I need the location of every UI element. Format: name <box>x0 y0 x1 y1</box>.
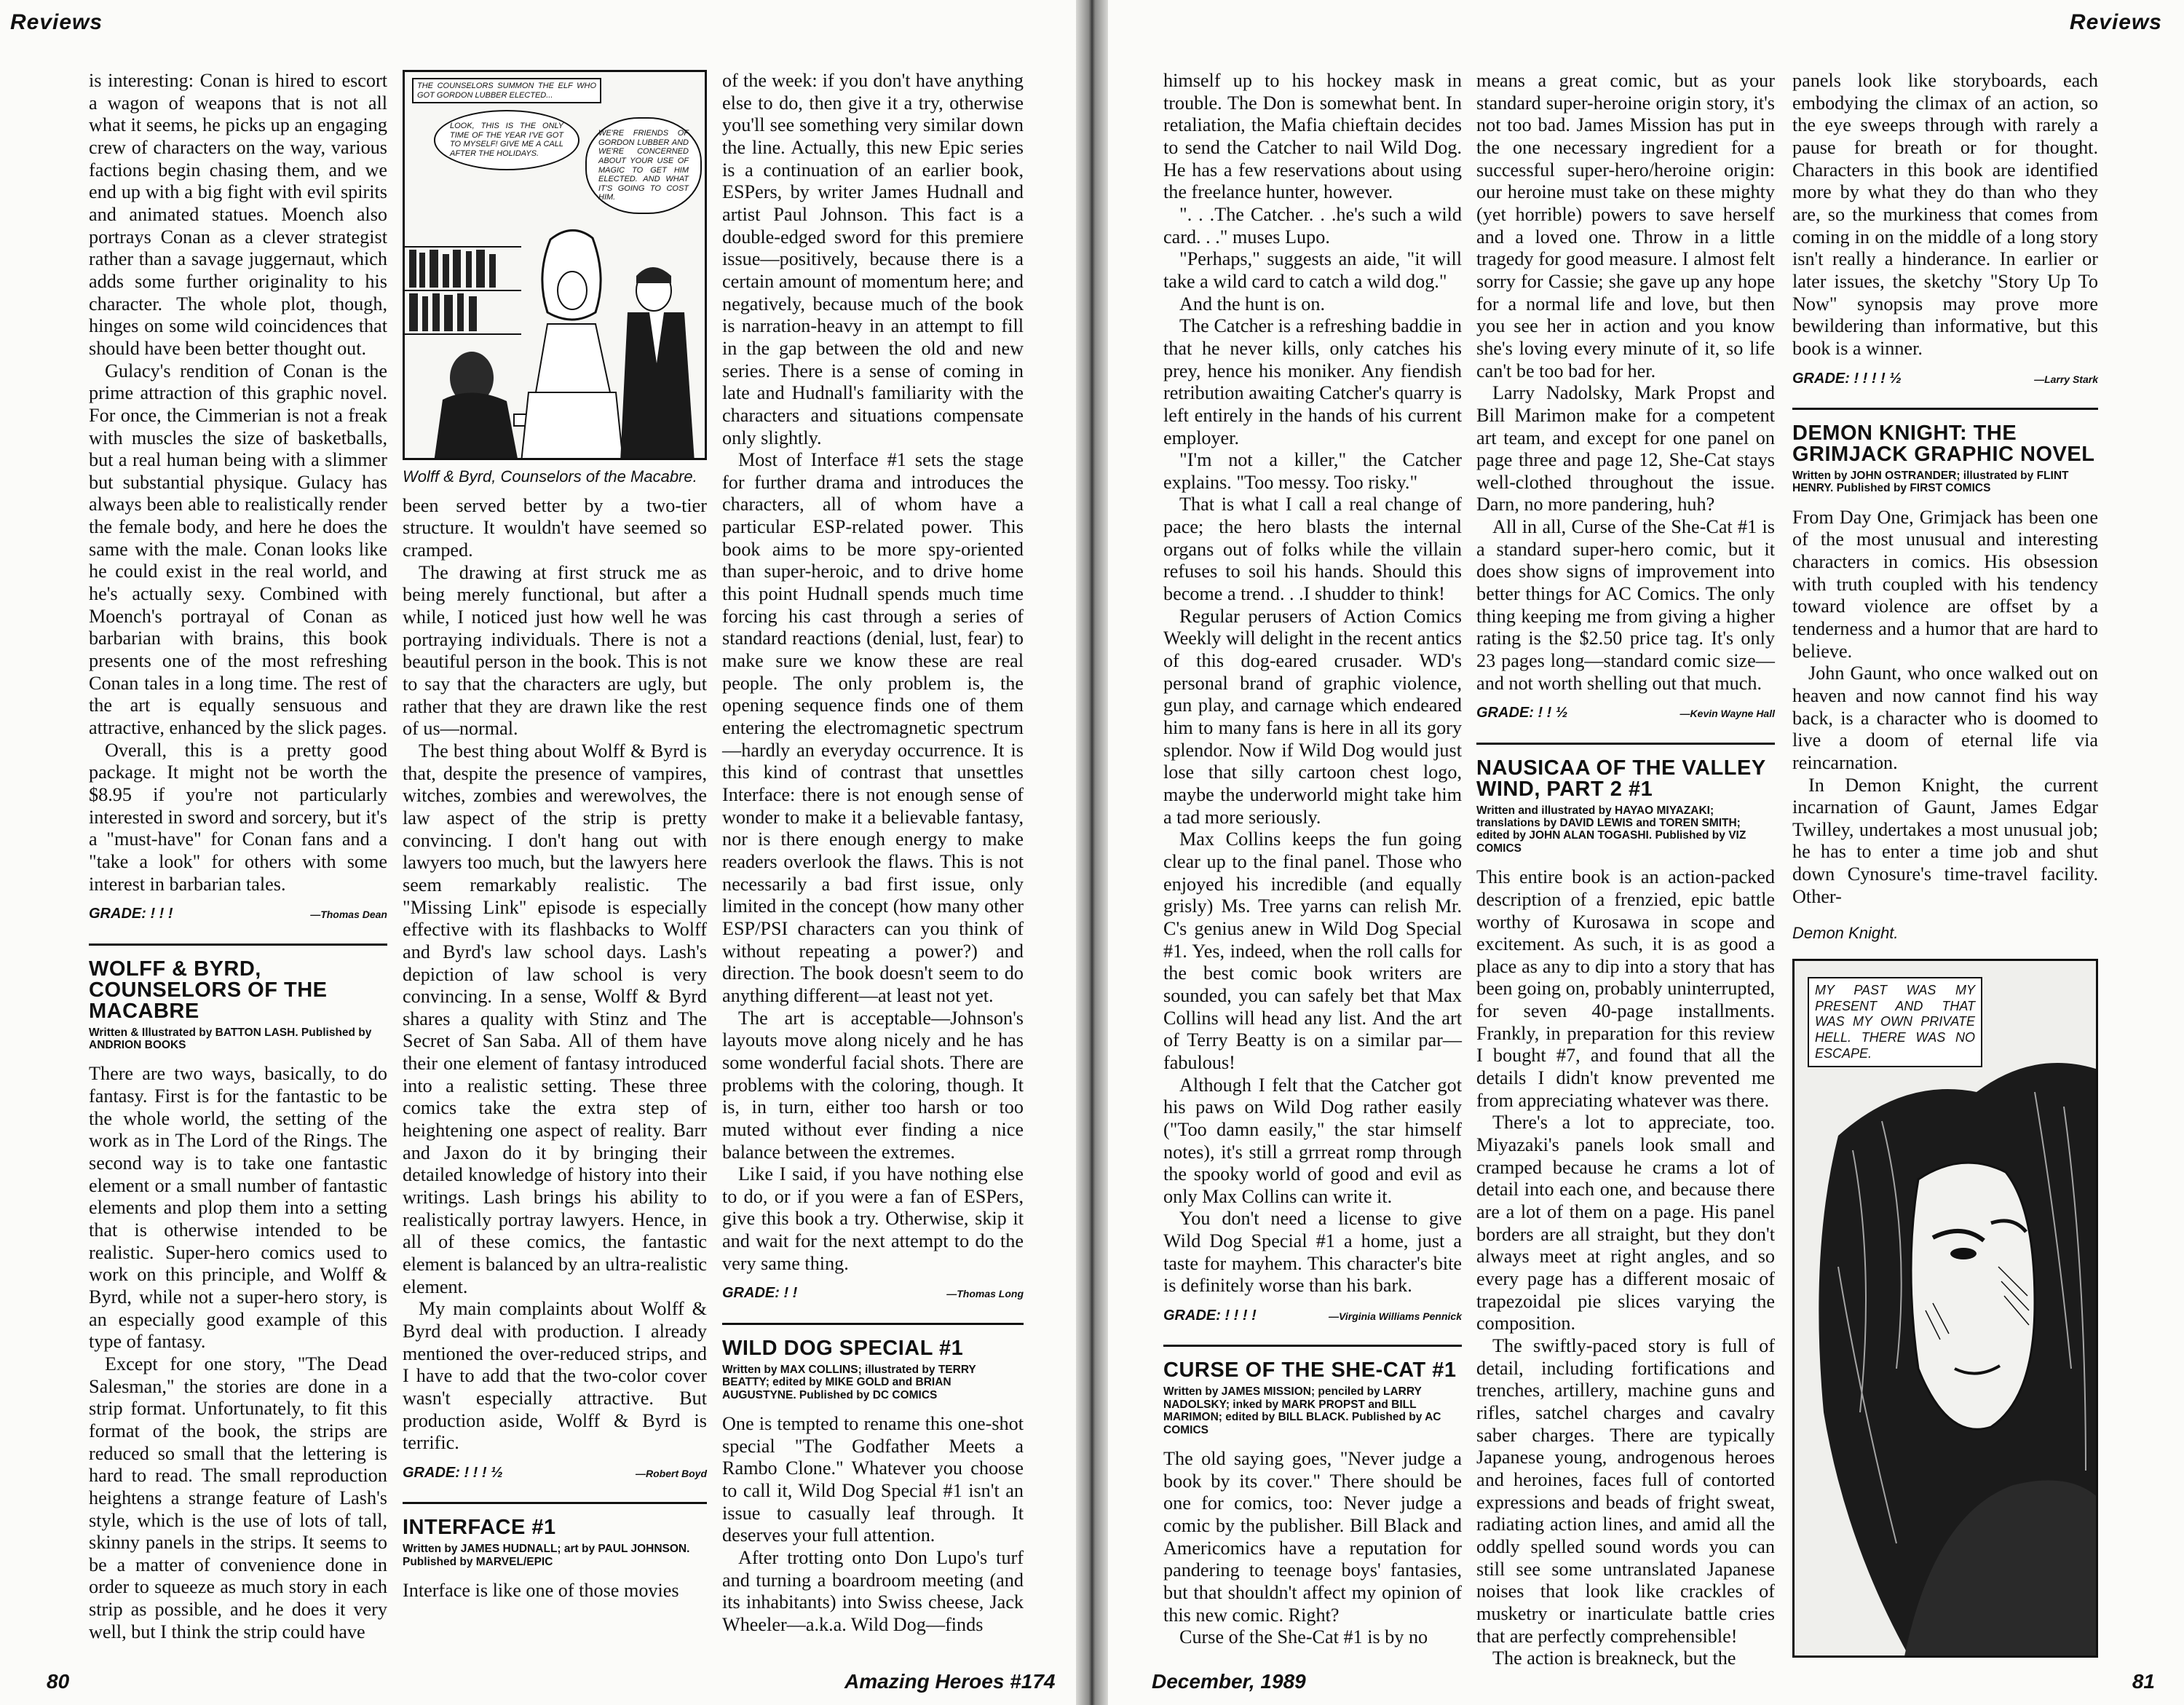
reviewer-name: —Robert Boyd <box>636 1467 707 1479</box>
section-divider <box>403 1502 707 1504</box>
review-credits: Written by JAMES MISSION; penciled by LARRY NADOLSKY; inked by MARK PROPST and BILL MARIMON; edited by BILL BLACK. Published by AC COMICS <box>1163 1385 1441 1436</box>
reviewer-name: —Virginia Williams Pennick <box>1329 1310 1462 1323</box>
section-divider <box>89 944 387 946</box>
issue-footer: Amazing Heroes #174 <box>844 1670 1056 1693</box>
speech-balloon: LOOK, THIS IS THE ONLY TIME OF THE YEAR I'VE GOT TO MYSELF! GIVE ME A CALL AFTER THE HOLIDAYS. <box>434 110 579 170</box>
review-title: INTERFACE #1 <box>403 1516 556 1540</box>
article-paragraph: means a great comic, but as your standard super-heroine origin story, it's not too bad. James Mission has put in the one necessary ingredient for a successful super-hero/heroine origin: our heroine must take on these mighty (yet horrible) powers to save herself and a loved one. Throw in a little tragedy for good measure. I almost felt sorry for Cassie; she gave up any hope for a normal life and love, but then you see her in action and you know she's loving every minute of it, so life can't be too bad for her. <box>1476 70 1775 381</box>
article-paragraph: Like I said, if you have nothing else to do, or if you were a fan of ESPers, give this book a try. Otherwise, skip it and wait for the next attempt to do the very same thing. <box>722 1163 1024 1274</box>
running-head-left: Reviews <box>10 10 103 34</box>
review-title: NAUSICAA OF THE VALLEY WIND, PART 2 #1 <box>1476 756 1766 801</box>
page-number-left: 80 <box>47 1670 70 1693</box>
article-paragraph: been served better by a two-tier structure. It wouldn't have seemed so cramped. <box>403 494 707 561</box>
review-credits: Written by MAX COLLINS; illustrated by TERRY BEATTY; edited by MIKE GOLD and BRIAN AUGUSTYNE. Published by DC COMICS <box>722 1363 976 1401</box>
left-column-1 <box>89 70 387 1643</box>
article-paragraph: John Gaunt, who once walked out on heaven and now cannot find his way back, is a character who is doomed to live a doom of eternal life via reincarnation. <box>1792 662 2098 773</box>
grade-line <box>89 906 387 922</box>
article-paragraph: of the week: if you don't have anything else to do, then give it a try, otherwise you'll see something very similar down the line. Actually, this new Epic series is a continuation of an earlier book, ESPers, by writer James Hudnall and artist Paul Johnson. This fact is a double-edged sword for this premiere issue—positively, because there is a certain amount of momentum here; and negatively, because much of the book is narration-heavy in an attempt to fill in the gap between the old and new series. There is a sense of coming in late and Hudnall's familiarity with the characters and situations compensate only slightly. <box>722 70 1024 448</box>
article-paragraph: The old saying goes, "Never judge a book by its cover." There should be one for comics, too: Never judge a comic by the publisher. Bill Black and Americomics have a reputation for pandering to teenage boys' fantasies, but that shouldn't affect my opinion of this new comic. Right? <box>1163 1447 1462 1626</box>
grade-line <box>1163 1308 1462 1324</box>
page-number-right: 81 <box>2132 1670 2155 1693</box>
article-paragraph: Max Collins keeps the fun going clear up to the final panel. Those who enjoyed his incredible (and equally grisly) Ms. Tree yarns can relish Mr. C's genius anew in Wild Dog Special #1. Yes, indeed, when the roll calls for the best comic book writers are sounded, you can safely bet that Max Collins will head any list. And the art of Terry Beatty is on a similar par—fabulous! <box>1163 828 1462 1073</box>
article-paragraph: And the hunt is on. <box>1179 293 1326 315</box>
article-paragraph: The Catcher is a refreshing baddie in that he never kills, only catches his prey, hence his moniker. Any fiendish retribution awaiting Catcher's quarry is left entirely in the hands of his current employer. <box>1163 315 1462 448</box>
grade-line <box>403 1465 707 1482</box>
standing-woman <box>521 230 623 460</box>
grade-line <box>722 1285 1024 1302</box>
article-paragraph: panels look like storyboards, each embodying the climax of an action, so the eye sweeps through with rarely a pause for breath or for thought. Characters in this book are identified more by what they do than who they are, so the murkiness that comes from coming in on the middle of a long story isn't really a hinderance. In earlier or later issues, the sketchy "Story Up To Now" synopsis may prove more bewildering than informative, but this book is a winner. <box>1792 70 2098 359</box>
review-title: WILD DOG SPECIAL #1 <box>722 1336 964 1360</box>
running-head-right: Reviews <box>2069 10 2162 34</box>
right-column-2 <box>1476 70 1775 1670</box>
left-column-2 <box>403 70 707 1602</box>
left-column-3 <box>722 70 1024 1636</box>
article-paragraph: The swiftly-paced story is full of detail, including fortifications and trenches, artillery, machine guns and rifles, satchel charges and cavalry saber charges. There are typically Japanese young, androgenous heroes and heroines, faces full of contorted expressions and beads of fright sweat, radiating action lines, and amid all the oddly spelled sound words you can still see some untranslated Japanese noises that look like crackles of musketry or inarticulate battle cries that are perfectly comprehensible! <box>1476 1334 1775 1647</box>
review-credits: Written and illustrated by HAYAO MIYAZAKI; translations by DAVID LEWIS and TOREN SMITH; edited by JOHN ALAN TOGASHI. Published by VIZ COMICS <box>1476 804 1746 855</box>
date-footer: December, 1989 <box>1152 1670 1306 1693</box>
illustration-label: Demon Knight. <box>1792 924 1899 943</box>
right-column-1 <box>1163 70 1462 1649</box>
article-paragraph: Curse of the She-Cat #1 is by no <box>1179 1626 1428 1648</box>
article-paragraph: One is tempted to rename this one-shot special "The Godfather Meets a Rambo Clone." Whatever you choose to call it, Wild Dog Special #1 isn't an issue to casually leaf through. It deserves your full attention. <box>722 1412 1024 1546</box>
wolff-byrd-illustration <box>403 70 707 460</box>
left-page <box>0 0 1076 1705</box>
illustration-drawing <box>1795 961 2098 1658</box>
speech-balloon: WE'RE FRIENDS OF GORDON LUBBER AND WE'RE CONCERNED ABOUT YOUR USE OF MAGIC TO GET HIM ELECTED. AND WHAT IT'S GOING TO COST HIM. <box>585 117 702 214</box>
article-paragraph: "Perhaps," suggests an aide, "it will take a wild card to catch a wild dog." <box>1163 248 1462 292</box>
book-gutter <box>1076 0 1108 1705</box>
article-paragraph: There are two ways, basically, to do fantasy. First is for the fantastic to be the whole world, the setting of the work as in The Lord of the Rings. The second way is to take one fantastic element or a small number of fantastic elements and plop them into a setting that is otherwise intended to be realistic. Super-hero comics used to work on this principle, and Wolff & Byrd, while not a super-hero story, is an especially good example of this type of fantasy. <box>89 1063 387 1353</box>
review-grade: GRADE: ! ! <box>722 1285 798 1302</box>
article-paragraph: Except for one story, "The Dead Salesman," the stories are done in a strip format. Unfortunately, to fit this format of the book, the strips are reduced so small that the lettering is hard to read. The small reproduction heightens a strange feature of Lash's style, which is the use of lots of tall, skinny panels in the strips. It seems to be a matter of convenience done in order to squeeze as much story in each strip as possible, and he does it very well, but I think the strip could have <box>89 1353 387 1642</box>
article-paragraph: Gulacy's rendition of Conan is the prime attraction of this graphic novel. For once, the Cimmerian is not a freak with muscles the size of basketballs, but a real human being with a slimmer but substantial physique. Gulacy has always been able to realistically render the female body, and here he does the same with the male. Conan looks like he could exist in the real world, and he's actually sexy. Combined with Moench's portrayal of Conan as barbarian with brains, this book presents one of the most refreshing Conan tales in a long time. The rest of the art is equally sensuous and attractive, enhanced by the slick pages. <box>89 360 387 739</box>
caption-box: THE COUNSELORS SUMMON THE ELF WHO GOT GORDON LUBBER ELECTED... <box>412 78 601 103</box>
review-title: CURSE OF THE SHE-CAT #1 <box>1163 1358 1457 1382</box>
article-paragraph: The best thing about Wolff & Byrd is that, despite the presence of vampires, witches, zombies and werewolves, the law aspect of the strip is pretty convincing. I don't hang out with lawyers too much, but the lawyers here seem remarkably realistic. The "Missing Link" episode is especially effective with its flashbacks to Wolff and Byrd's law school days. Lash's depiction of law school is very convincing. In a sense, Wolff & Byrd shares a quality with Stinz and The Secret of San Saba. All of them have their one element of fantasy introduced into a realistic setting. These three comics take the extra step of heightening one aspect of reality. Barr and Jaxon do it by bringing their detailed knowledge of history into their writings. Lash brings his ability to realistically portray lawyers. Hence, in all of these comics, the fantastic element is balanced by an ultra-realistic element. <box>403 740 707 1297</box>
review-title: WOLFF & BYRD, COUNSELORS OF THE MACABRE <box>89 957 328 1023</box>
reviewer-name: —Kevin Wayne Hall <box>1679 708 1775 720</box>
review-grade: GRADE: ! ! ! ½ <box>403 1464 503 1481</box>
section-divider <box>1476 743 1775 745</box>
caption-box: MY PAST WAS MY PRESENT AND THAT WAS MY OWN PRIVATE HELL. THERE WAS NO ESCAPE. <box>1808 977 1982 1067</box>
article-paragraph: My main complaints about Wolff & Byrd deal with production. I already mentioned the over-reduced strips, and I have to add that the two-color cover wasn't especially attractive. But production aside, Wolff & Byrd is terrific. <box>403 1298 707 1454</box>
grade-line <box>1792 371 2098 387</box>
article-paragraph: This entire book is an action-packed description of a frenzied, epic battle worthy of Kurosawa in scope and excitement. As such, it is as good a place as any to dip into a story that has been going on, probably uninterrupted, for seven 40-page installments. Frankly, in preparation for this review I bought #7, and found that all the details I didn't know prevented me from appreciating whatever was there. <box>1476 866 1775 1111</box>
review-title: DEMON KNIGHT: THE GRIMJACK GRAPHIC NOVEL <box>1792 421 2095 466</box>
article-paragraph: All in all, Curse of the She-Cat #1 is a standard super-hero comic, but it does show signs of improvement into better things for AC Comics. The only thing keeping me from giving a higher rating is the $2.50 price tag. It's only 23 pages long—standard comic size—and not worth shelling out that much. <box>1476 516 1775 694</box>
article-paragraph: is interesting: Conan is hired to escort a wagon of weapons that is not all what it seems, he picks up an engaging crew of characters on the way, various factions begin chasing them, and we end up with a big fight with evil spirits and animated statues. Moench also portrays Conan as a clever strategist rather than a savage juggernaut, which adds some further originality to his character. The whole plot, though, hinges on some wild coincidences that should have been better thought out. <box>89 70 387 359</box>
review-credits: Written by JAMES HUDNALL; art by PAUL JOHNSON. Published by MARVEL/EPIC <box>403 1543 690 1568</box>
article-paragraph: That is what I call a real change of pace; the hero blasts the internal organs out of folks while the villain refuses to soil his hands. Should this become a trend. . .I shudder to think! <box>1163 494 1462 605</box>
demon-knight-illustration <box>1792 959 2098 1658</box>
illustration-drawing <box>405 72 707 460</box>
illustration-caption: Wolff & Byrd, Counselors of the Macabre. <box>403 467 697 486</box>
article-paragraph: Most of Interface #1 sets the stage for further drama and introduces the characters, all of whom have a particular ESP-related power. This book aims to be more spy-oriented than super-heroic, and to drive home this point Hudnall spends much time forcing his cast through a series of standard reactions (denial, lust, fear) to make sure we know these are real people. The only problem is, the opening sequence finds one of them entering the electromagnetic spectrum—hardly an everyday occurrence. It is this kind of contrast that unsettles Interface: there is not enough sense of wonder to make it a believable fantasy, nor is there enough energy to make readers overlook the flaws. This is not necessarily a bad first issue, only limited in the concept (how many other ESP/PSI characters can you think of without repeating a power?) and direction. The book doesn't seem to do anything different—at least not yet. <box>722 449 1024 1006</box>
review-credits: Written by JOHN OSTRANDER; illustrated by FLINT HENRY. Published by FIRST COMICS <box>1792 469 2069 495</box>
right-page <box>1108 0 2184 1705</box>
reviewer-name: —Larry Stark <box>2034 373 2098 385</box>
article-paragraph: The drawing at first struck me as being merely functional, but after a while, I noticed just how well he was portraying individuals. There is not a beautiful person in the book. This is not to say that the characters are ugly, but rather that they are drawn like the rest of us—normal. <box>403 561 707 740</box>
article-paragraph: From Day One, Grimjack has been one of the most unusual and interesting characters in comics. His obsession with truth coupled with his tendency toward violence are offset by a tenderness and a humor that are hard to believe. <box>1792 506 2098 662</box>
article-paragraph: The action is breakneck, but the <box>1492 1647 1736 1669</box>
review-grade: GRADE: ! ! ! ! <box>1163 1308 1257 1324</box>
review-grade: GRADE: ! ! ½ <box>1476 705 1568 721</box>
article-paragraph: You don't need a license to give Wild Dog Special #1 a home, just a taste for mayhem. This character's bite is definitely worse than his bark. <box>1163 1208 1462 1297</box>
article-paragraph: The art is acceptable—Johnson's layouts move along nicely and he has some wonderful facial shots. There are problems with the coloring, though. It is, in turn, either too harsh or too muted without ever finding a nice balance between the extremes. <box>722 1007 1024 1163</box>
article-paragraph: After trotting onto Don Lupo's turf and turning a boardroom meeting (and its inhabitants) into Swiss cheese, Jack Wheeler—a.k.a. Wild Dog—finds <box>722 1546 1024 1635</box>
review-grade: GRADE: ! ! ! <box>89 906 173 922</box>
section-divider <box>1792 408 2098 410</box>
article-paragraph: There's a lot to appreciate, too. Miyazaki's panels look small and cramped because he crams a lot of detail into each one, and because there are a lot of them on a page. His panel borders are all straight, but they don't always meet at right angles, and so every page has a different mosaic of trapezoidal pie slices varying the composition. <box>1476 1112 1775 1334</box>
section-divider <box>722 1323 1024 1325</box>
article-paragraph: Interface is like one of those movies <box>403 1580 679 1602</box>
article-paragraph: "I'm not a killer," the Catcher explains. "Too messy. Too risky." <box>1163 449 1462 493</box>
article-paragraph: Although I felt that the Catcher got his paws on Wild Dog rather easily ("Too damn easily," the star himself notes), it's still a grrreat romp through the spooky world of good and evil as only Max Collins can write it. <box>1163 1074 1462 1207</box>
section-divider <box>1163 1345 1462 1347</box>
review-credits: Written & Illustrated by BATTON LASH. Published by ANDRION BOOKS <box>89 1026 372 1052</box>
article-paragraph: In Demon Knight, the current incarnation of Gaunt, James Edgar Twilley, undertakes a most unusual job; he has to enter a time job and shut down Cynosure's time-travel facility. Other- <box>1792 774 2098 907</box>
standing-man <box>620 267 695 460</box>
reviewer-name: —Thomas Dean <box>310 909 387 921</box>
review-grade: GRADE: ! ! ! ! ½ <box>1792 370 1902 387</box>
article-paragraph: Larry Nadolsky, Mark Propst and Bill Marimon make for a competent art team, and except for one panel on page three and page 12, She-Cat stays well-clothed throughout the issue. Darn, no more pandering, huh? <box>1476 382 1775 515</box>
right-column-3 <box>1792 70 2098 1658</box>
article-paragraph: Regular perusers of Action Comics Weekly will delight in the recent antics of this dog-eared crusader. WD's personal brand of graphic violence, gun play, and carnage which endeared him to many fans is here in all its gory splendor. Now if Wild Dog would just lose that silly cartoon chest logo, maybe the underworld might take him a tad more seriously. <box>1163 605 1462 828</box>
grade-line <box>1476 705 1775 721</box>
article-paragraph: ". . .The Catcher. . .he's such a wild card. . ." muses Lupo. <box>1163 203 1462 248</box>
article-paragraph: himself up to his hockey mask in trouble. The Don is somewhat bent. In retaliation, the Mafia chieftain decides to send the Catcher to nail Wild Dog. He has a few reservations about using the freelance hunter, however. <box>1163 70 1462 203</box>
reviewer-name: —Thomas Long <box>946 1288 1024 1300</box>
article-paragraph: Overall, this is a pretty good package. It might not be worth the $8.95 if you're not particularly interested in sword and sorcery, but it's a "must-have" for Conan fans and a "take a look" for others with some interest in barbarian tales. <box>89 739 387 895</box>
